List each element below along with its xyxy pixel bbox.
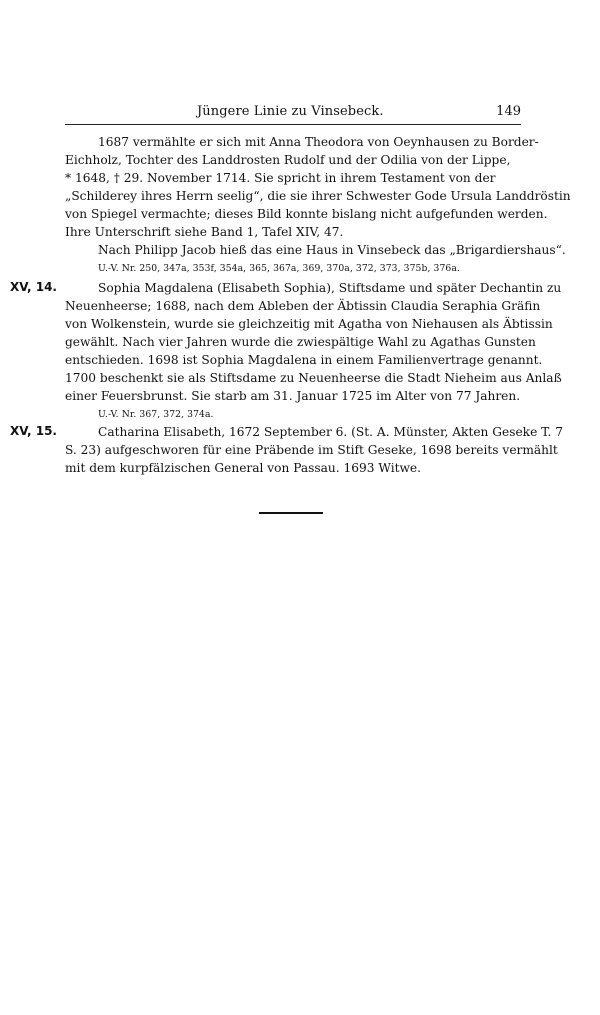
text-line: * 1648, † 29. November 1714. Sie spricht in ihrem Testament von der xyxy=(65,171,496,185)
reference-line: U.-V. Nr. 250, 347a, 353f, 354a, 365, 367a, 369, 370a, 372, 373, 375b, 376a. xyxy=(98,263,460,274)
running-title: Jüngere Linie zu Vinsebeck. xyxy=(197,104,384,119)
entry-line: entschieden. 1698 ist Sophia Magdalena in einem Familienvertrage genannt. xyxy=(65,353,543,367)
page-header xyxy=(65,100,521,125)
entry-line: von Wolkenstein, wurde sie gleichzeitig mit Agatha von Niehausen als Äbtissin xyxy=(65,317,553,331)
entry-line: gewählt. Nach vier Jahren wurde die zwiespältige Wahl zu Agathas Gunsten xyxy=(65,335,536,349)
text-line: Eichholz, Tochter des Landdrosten Rudolf und der Odilia von der Lippe, xyxy=(65,153,511,167)
entry-line: Neuenheerse; 1688, nach dem Ableben der Äbtissin Claudia Seraphia Gräfin xyxy=(65,299,541,313)
page-number: 149 xyxy=(496,104,521,119)
entry-line: S. 23) aufgeschworen für eine Präbende im Stift Geseke, 1698 bereits vermählt xyxy=(65,443,558,457)
text-line: Nach Philipp Jacob hieß das eine Haus in Vinsebeck das „Brigardiershaus“. xyxy=(98,243,566,257)
entry-line: Catharina Elisabeth, 1672 September 6. (St. A. Münster, Akten Geseke T. 7 xyxy=(98,425,563,439)
entry-line: einer Feuersbrunst. Sie starb am 31. Januar 1725 im Alter von 77 Jahren. xyxy=(65,389,521,403)
section-divider xyxy=(259,512,323,514)
entry-label-xv-14: XV, 14. xyxy=(10,280,57,294)
entry-line: mit dem kurpfälzischen General von Passau. 1693 Witwe. xyxy=(65,461,422,475)
entry-line: Sophia Magdalena (Elisabeth Sophia), Stiftsdame und später Dechantin zu xyxy=(98,281,562,295)
entry-label-xv-15: XV, 15. xyxy=(10,424,57,438)
text-line: 1687 vermählte er sich mit Anna Theodora von Oeynhausen zu Border- xyxy=(98,135,539,149)
reference-line: U.-V. Nr. 367, 372, 374a. xyxy=(98,409,214,420)
text-line: Ihre Unterschrift siehe Band 1, Tafel XIV, 47. xyxy=(65,225,344,239)
text-line: „Schilderey ihres Herrn seelig“, die sie ihrer Schwester Gode Ursula Landdröstin xyxy=(65,189,571,203)
text-line: von Spiegel vermachte; dieses Bild konnte bislang nicht aufgefunden werden. xyxy=(65,207,548,221)
entry-line: 1700 beschenkt sie als Stiftsdame zu Neuenheerse die Stadt Nieheim aus Anlaß xyxy=(65,371,562,385)
